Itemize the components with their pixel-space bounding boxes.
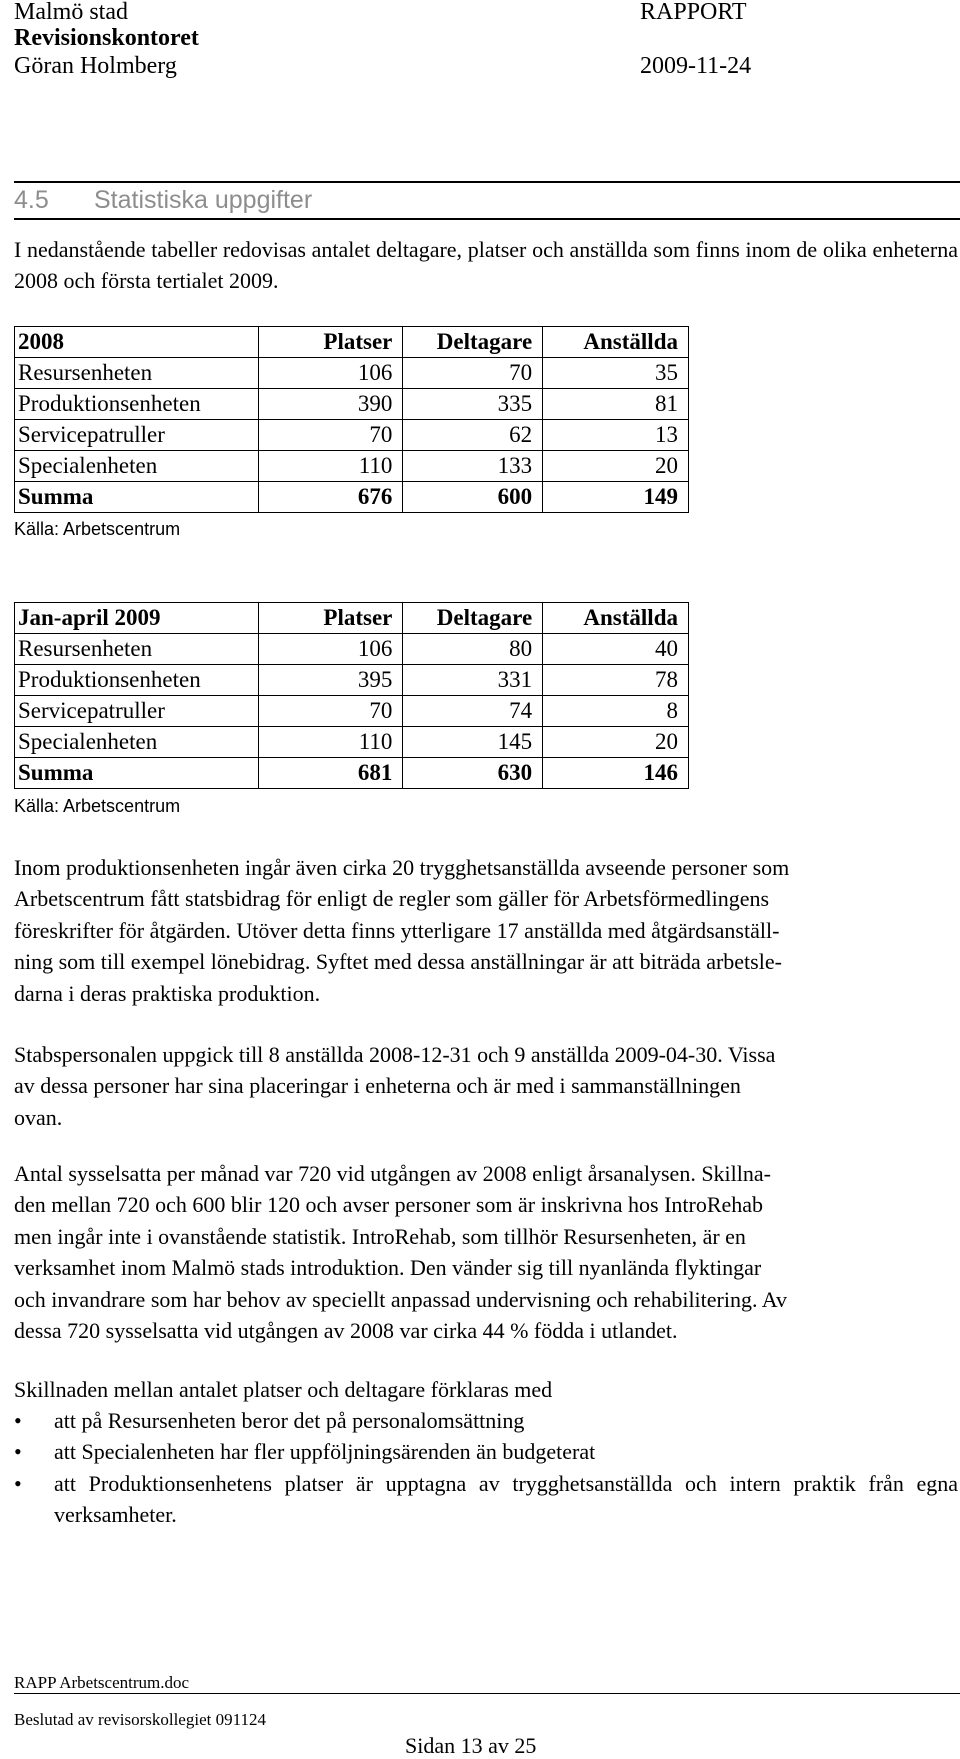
table-row (15, 358, 689, 389)
section-bottom-rule (14, 218, 960, 220)
platser-cell: 70 (258, 696, 403, 727)
table-header-row (15, 327, 689, 358)
list-item: • att på Resursenheten beror det på personalomsättning (14, 1405, 958, 1436)
section-title: Statistiska uppgifter (94, 186, 313, 214)
table-row (15, 420, 689, 451)
platser-cell: 110 (258, 451, 403, 482)
paragraph-sysselsatta (14, 1158, 958, 1346)
bullet-icon: • (14, 1470, 22, 1496)
table-row (15, 696, 689, 727)
section-top-rule (14, 181, 960, 183)
table-header-cell: Anställda (543, 327, 689, 358)
table-header-cell: Platser (258, 603, 403, 634)
anstallda-cell: 13 (543, 420, 689, 451)
table-row (15, 451, 689, 482)
deltagare-cell: 70 (403, 358, 543, 389)
text-line: Antal sysselsatta per månad var 720 vid utgången av 2008 enligt årsanalysen. Skillna- (14, 1161, 771, 1186)
unit-name-cell: Produktionsenheten (15, 389, 259, 420)
platser-cell: 70 (258, 420, 403, 451)
table-header-cell: Jan-april 2009 (15, 603, 259, 634)
section-heading (14, 186, 312, 215)
footer-filename: RAPP Arbetscentrum.doc (14, 1673, 190, 1692)
text-line: verksamhet inom Malmö stads introduktion. Den vänder sig till nyanlända flyktingar (14, 1255, 762, 1281)
unit-name-cell: Produktionsenheten (15, 665, 259, 696)
text-line: dessa 720 sysselsatta vid utgången av 2008 var cirka 44 % födda i utlandet. (14, 1318, 678, 1344)
table-row (15, 665, 689, 696)
table-header-cell: Anställda (543, 603, 689, 634)
deltagare-cell: 133 (403, 451, 543, 482)
table-row (15, 634, 689, 665)
total-anstallda-cell: 149 (543, 482, 689, 513)
document-date: 2009-11-24 (640, 53, 752, 79)
footer-rule (14, 1693, 960, 1694)
deltagare-cell: 74 (403, 696, 543, 727)
total-anstallda-cell: 146 (543, 758, 689, 789)
intro-paragraph: I nedanstående tabeller redovisas antalet deltagare, platser och anställda som finns inom de olika enheterna 2008 och första tertialet 2009. (14, 237, 958, 294)
text-line: men ingår inte i ovanstående statistik. IntroRehab, som tillhör Resursenheten, är en (14, 1223, 746, 1249)
text-line: och invandrare som har behov av speciellt anpassad undervisning och rehabilitering. Av (14, 1286, 788, 1312)
table-row (15, 727, 689, 758)
text-line: darna i deras praktiska produktion. (14, 980, 321, 1006)
text-line: den mellan 720 och 600 blir 120 och avser personer som är inskrivna hos IntroRehab (14, 1192, 764, 1218)
anstallda-cell: 8 (543, 696, 689, 727)
org-name: Malmö stad (14, 0, 128, 25)
footer-decision: Beslutad av revisorskollegiet 091124 (14, 1710, 266, 1729)
table-total-row (15, 482, 689, 513)
anstallda-cell: 20 (543, 451, 689, 482)
unit-name-cell: Resursenheten (15, 358, 259, 389)
department-name: Revisionskontoret (14, 25, 199, 51)
platser-cell: 106 (258, 358, 403, 389)
total-platser-cell: 681 (258, 758, 403, 789)
table-2008-source: Källa: Arbetscentrum (14, 519, 181, 539)
total-label-cell: Summa (15, 758, 259, 789)
anstallda-cell: 81 (543, 389, 689, 420)
table-header-cell: Platser (258, 327, 403, 358)
table-total-row (15, 758, 689, 789)
bullet-icon: • (14, 1408, 22, 1433)
total-deltagare-cell: 600 (403, 482, 543, 513)
section-number: 4.5 (14, 186, 49, 214)
deltagare-cell: 62 (403, 420, 543, 451)
table-header-cell: Deltagare (403, 603, 543, 634)
unit-name-cell: Servicepatruller (15, 696, 259, 727)
anstallda-cell: 20 (543, 727, 689, 758)
deltagare-cell: 335 (403, 389, 543, 420)
table-2009-source: Källa: Arbetscentrum (14, 796, 181, 816)
table-header-cell: 2008 (15, 327, 259, 358)
list-item: • att Specialenheten har fler uppföljningsärenden än budgeterat (14, 1436, 958, 1467)
table-2008 (14, 326, 689, 513)
list-item: • att Produktionsenhetens platser är upptagna av trygghetsanställda och intern praktik från egna verksamheter. (14, 1468, 958, 1531)
platser-cell: 110 (258, 727, 403, 758)
deltagare-cell: 145 (403, 727, 543, 758)
anstallda-cell: 35 (543, 358, 689, 389)
paragraph-skillnaden: Skillnaden mellan antalet platser och deltagare förklaras med (14, 1377, 553, 1402)
text-line: Arbetscentrum fått statsbidrag för enligt de regler som gäller för Arbetsförmedlingens (14, 886, 770, 912)
unit-name-cell: Resursenheten (15, 634, 259, 665)
platser-cell: 395 (258, 665, 403, 696)
page-number: Sidan 13 av 25 (405, 1733, 537, 1758)
table-row (15, 389, 689, 420)
paragraph-stabspersonal (14, 1039, 958, 1133)
author-name: Göran Holmberg (14, 53, 177, 79)
total-deltagare-cell: 630 (403, 758, 543, 789)
explanation-list (14, 1405, 958, 1531)
unit-name-cell: Servicepatruller (15, 420, 259, 451)
text-line: ovan. (14, 1104, 63, 1130)
total-label-cell: Summa (15, 482, 259, 513)
table-header-row (15, 603, 689, 634)
unit-name-cell: Specialenheten (15, 727, 259, 758)
unit-name-cell: Specialenheten (15, 451, 259, 482)
total-platser-cell: 676 (258, 482, 403, 513)
text-line: Inom produktionsenheten ingår även cirka 20 trygghetsanställda avseende personer som (14, 855, 790, 880)
platser-cell: 390 (258, 389, 403, 420)
text-line: ning som till exempel lönebidrag. Syftet med dessa anställningar är att biträda arbetsle- (14, 949, 782, 975)
deltagare-cell: 80 (403, 634, 543, 665)
text-line: Stabspersonalen uppgick till 8 anställda 2008-12-31 och 9 anställda 2009-04-30. Vissa (14, 1042, 776, 1067)
platser-cell: 106 (258, 634, 403, 665)
bullet-icon: • (14, 1439, 22, 1465)
document-type: RAPPORT (640, 0, 747, 25)
text-line: av dessa personer har sina placeringar i enheterna och är med i sammanställningen (14, 1073, 741, 1099)
table-2009 (14, 602, 689, 789)
anstallda-cell: 78 (543, 665, 689, 696)
deltagare-cell: 331 (403, 665, 543, 696)
text-line: föreskrifter för åtgärden. Utöver detta finns ytterligare 17 anställda med åtgärdsanställ- (14, 917, 780, 943)
table-header-cell: Deltagare (403, 327, 543, 358)
paragraph-trygghetsanstallda (14, 852, 958, 1009)
anstallda-cell: 40 (543, 634, 689, 665)
